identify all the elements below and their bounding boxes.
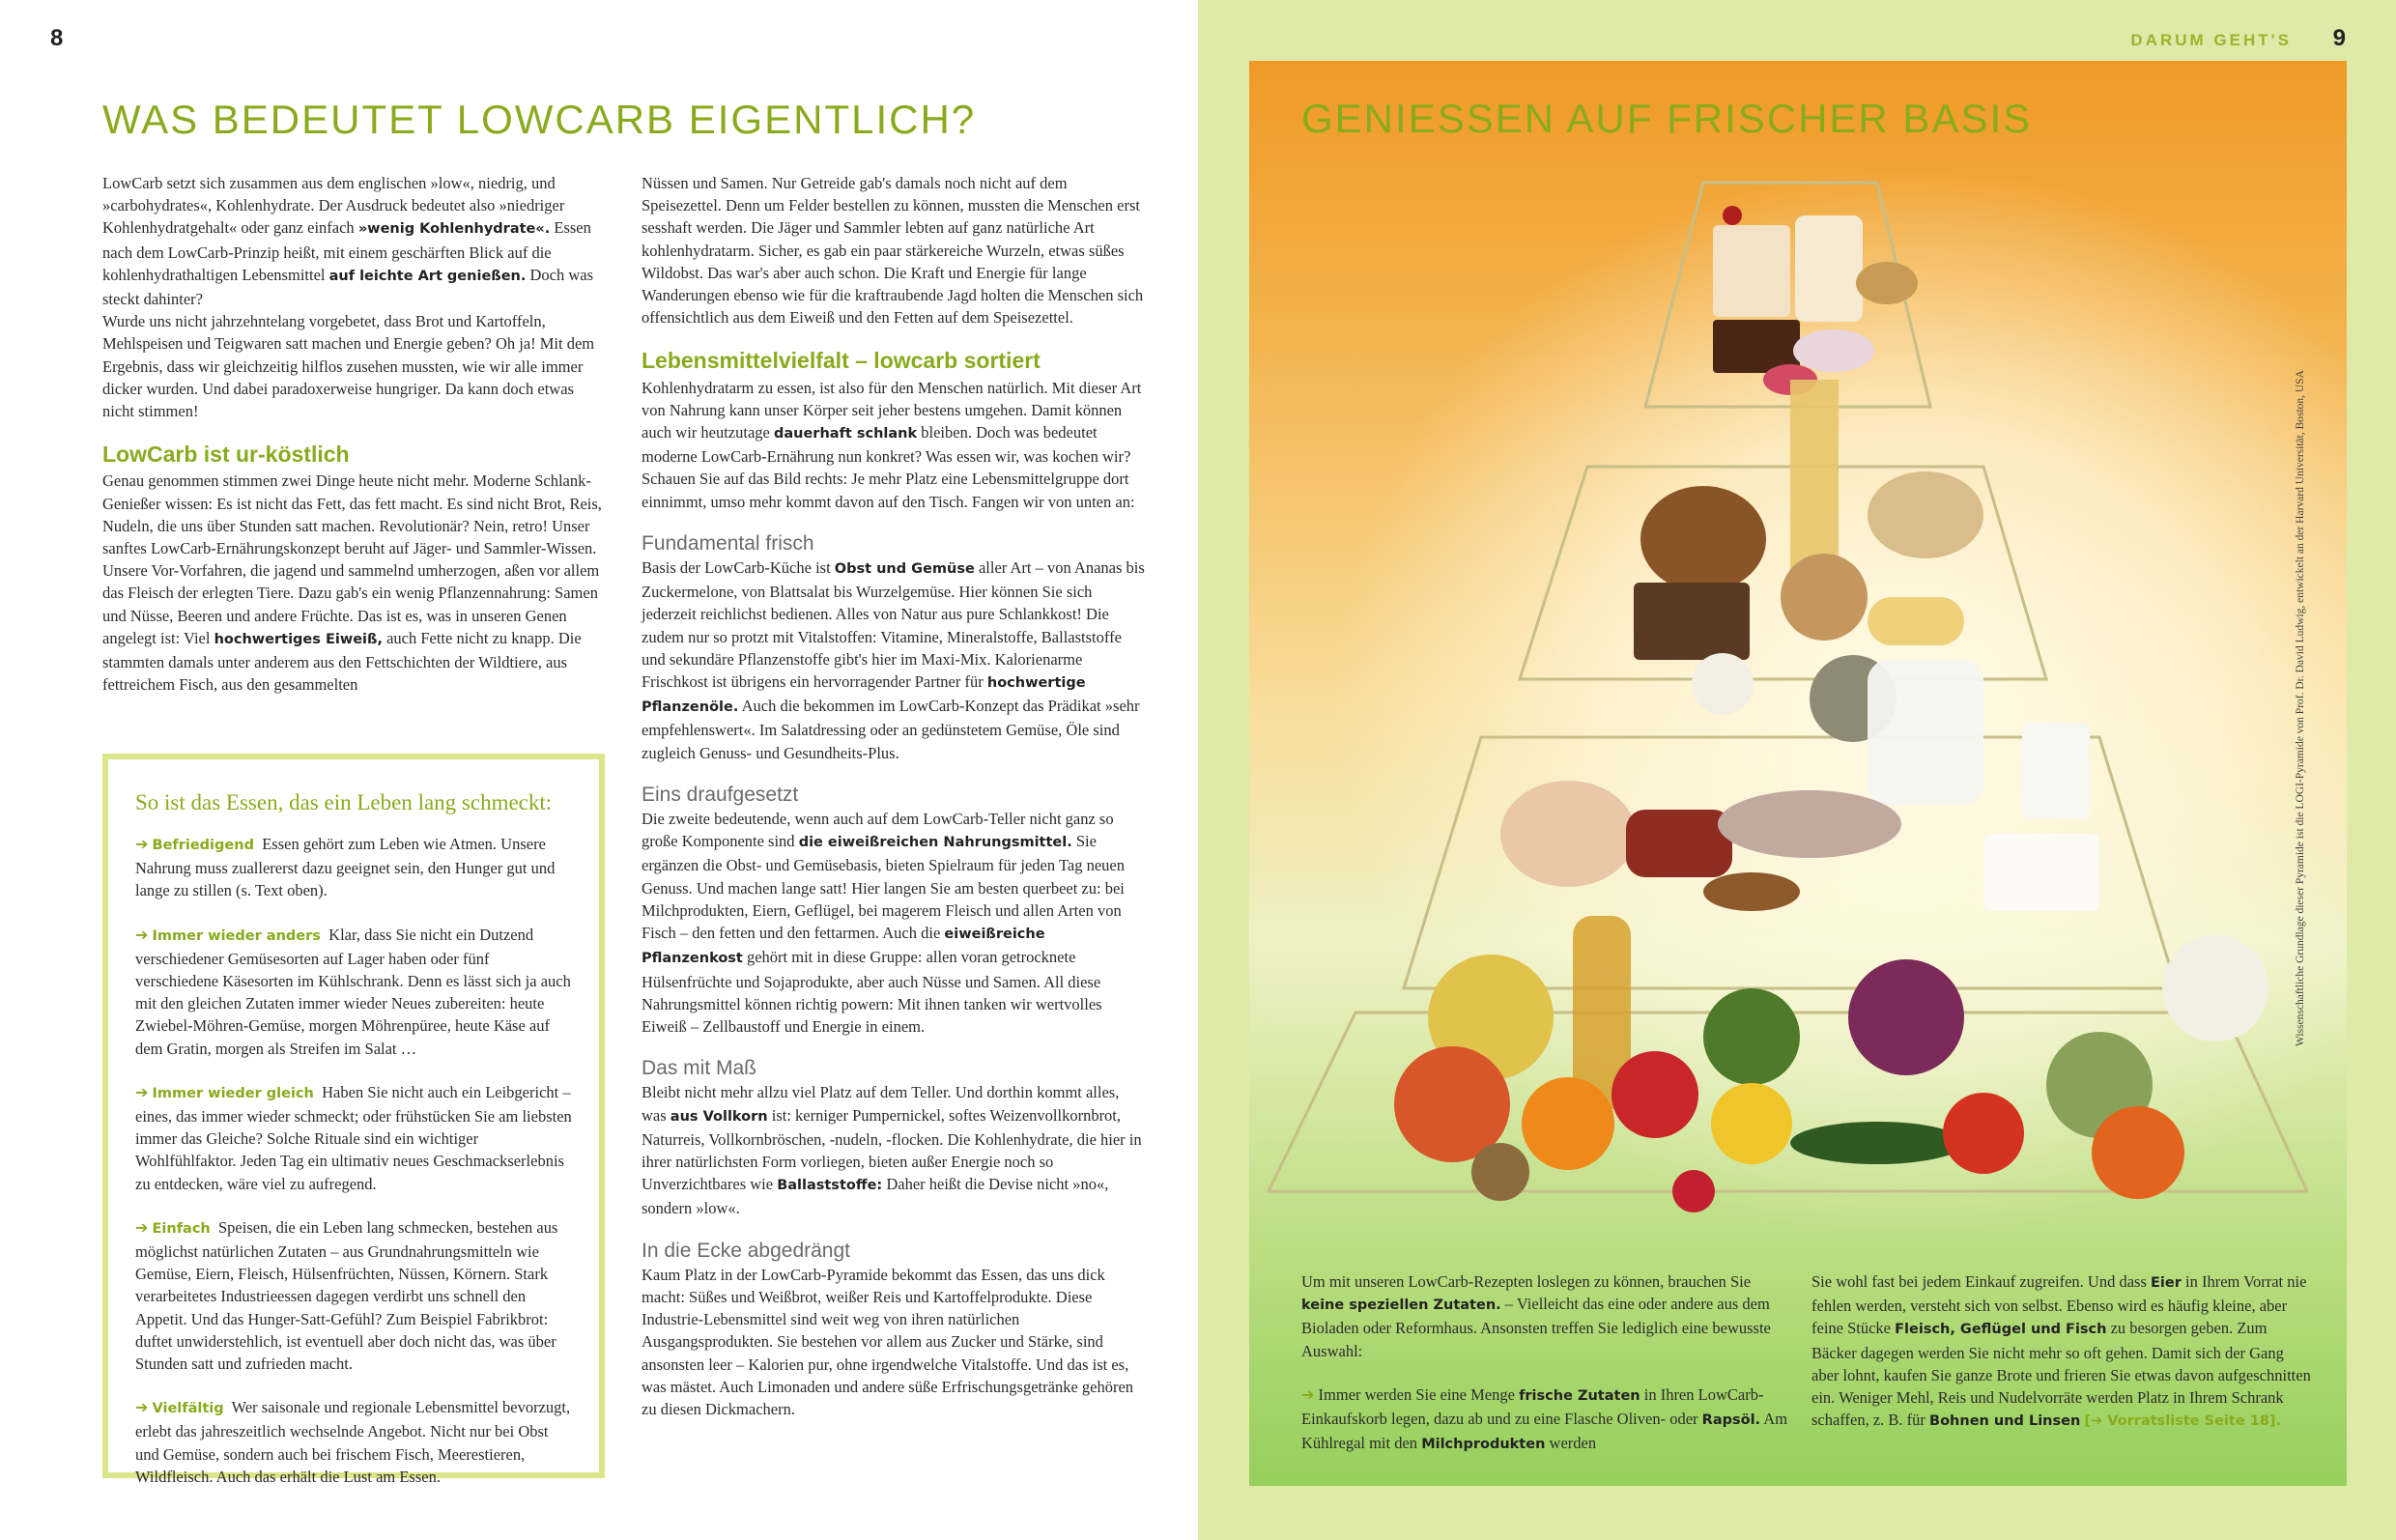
right-bottom-column-1	[1301, 1270, 1796, 1456]
paragraph: LowCarb setzt sich zusammen aus dem englischen »low«, niedrig, und »carbohydrates«, Kohlenhydrate. Der Ausdruck bedeutet also »niedriger Kohlenhydratgehalt« oder ganz einfach »wenig Kohlenhydrate«. Essen nach dem LowCarb-Prinzip heißt, mit einem geschärften Blick auf die kohlenhydrathaltigen Lebensmittel auf leichte Art genießen. Doch was steckt dahinter?	[102, 174, 594, 309]
egg	[1692, 653, 1754, 715]
paragraph: Um mit unseren LowCarb-Rezepten loslegen zu können, brauchen Sie keine speziellen Zutaten. – Vielleicht das eine oder andere aus dem Bioladen oder Reformhaus. Ansonsten treffen Sie lediglich eine bewusste Auswahl:	[1301, 1272, 1771, 1360]
paragraph: Bleibt nicht mehr allzu viel Platz auf dem Teller. Und dorthin kommt alles, was aus Vollkorn ist: kerniger Pumpernickel, softes Weizenvollkornbrot, Naturreis, Vollkornbröschen, -nudeln, -flocken. Die Kohlenhydrate, die hier in ihrer natürlichsten Form vorliegen, bieten außer Energie noch so Unverzichtbares wie Ballaststoffe: Daher heißt die Devise nicht »no«, sondern »low«.	[642, 1083, 1142, 1218]
tomato	[1943, 1093, 2024, 1174]
cake-slice	[1713, 225, 1790, 317]
arrow-icon: ➔	[135, 835, 149, 853]
left-column-1	[102, 172, 605, 696]
subheading: In die Ecke abgedrängt	[642, 1239, 850, 1262]
tip-box-item: ➔ Einfach Speisen, die ein Leben lang schmecken, bestehen aus möglichst natürlichen Zutaten – aus Grundnahrungsmitteln wie Gemüse, Eiern, Fleisch, Hülsenfrüchten, Nüssen, Körnern. Stark verarbeitetes Industrieessen dagegen verdirbt uns schnell den Appetit. Und das Hunger-Satt-Gefühl? Zum Beispiel Fabrikbrot: duftet unwiderstehlich, ist eventuell aber doch nicht das, was über Stunden satt und zufrieden macht.	[135, 1217, 558, 1374]
kiwi	[1471, 1143, 1529, 1201]
orange	[1522, 1077, 1614, 1170]
left-column-2	[642, 172, 1148, 1420]
paragraph: Genau genommen stimmen zwei Dinge heute nicht mehr. Moderne Schlank-Genießer wissen: Es ist nicht das Fett, das fett macht. Es sind nicht Brot, Reis, Nudeln, die uns über Stunden satt machen. Revolutionär? Nein, retro! Unser sanftes LowCarb-Ernährungskonzept beruht auf Jäger- und Sammler-Wissen.	[102, 471, 602, 558]
tip-box-item: ➔ Befriedigend Essen gehört zum Leben wie Atmen. Unsere Nahrung muss zuallererst dazu geeignet sein, den Hunger gut und lange zu stillen (s. Text oben).	[135, 835, 556, 900]
paragraph: Nüssen und Samen. Nur Getreide gab's damals noch nicht auf dem Speisezettel. Denn um Felder bestellen zu können, mussten die Menschen erst sesshaft werden. Die Jäger und Sammler lebten auf ganz natürliche Art kohlenhydratarm. Sicher, es gab ein paar stärkereiche Wurzeln, etwas süßes Wildobst. Das war's aber auch schon. Die Kraft und Energie für lange Wanderungen ebenso wie für die kraftraubende Jagd holten die Menschen sich offensichtlich aus dem Eiweiß und den Fetten auf dem Speisezettel.	[642, 174, 1144, 328]
pasta-tubes	[1868, 597, 1964, 645]
chicken	[1500, 781, 1636, 887]
arrow-icon: ➔	[135, 1082, 149, 1101]
paragraph: Unsere Vor-Vorfahren, die jagend und sammelnd umherzogen, aßen vor allem das Fleisch der erlegten Tiere. Dazu gab's ein wenig Pflanzennahrung: Samen und Nüsse, Beeren und andere Früchte. Das ist es, was in unseren Genen angelegt ist: Viel hochwertiges Eiweiß, auch Fette nicht zu knapp. Die stammten damals unter anderem aus den Fettschichten der Wildtiere, aus fettreichem Fisch, aus den gesammelten	[102, 561, 600, 695]
food-pyramid-illustration	[1249, 61, 2347, 1259]
bread-slice	[1795, 215, 1863, 322]
pyramid-credit: Wissenschaftliche Grundlage dieser Pyramide ist die LOGI-Pyramide von Prof. Dr. David Ludwig, entwickelt an der Harvard Universität, Boston, USA	[2295, 370, 2306, 1046]
page-number-right: 9	[2332, 25, 2346, 51]
cherry	[1723, 206, 1742, 225]
right-bottom-column-2	[1811, 1270, 2314, 1433]
paragraph: ➔ Immer werden Sie eine Menge frische Zutaten in Ihren LowCarb-Einkaufskorb legen, dazu ab und zu eine Flasche Oliven- oder Rapsöl. Am Kühlregal mit den Milchprodukten werden	[1301, 1384, 1788, 1453]
subheading: Eins draufgesetzt	[642, 783, 799, 806]
strawberry	[1672, 1170, 1715, 1212]
milk-jug	[1868, 660, 1983, 805]
food-pyramid-panel	[1249, 61, 2347, 1486]
tip-box	[102, 754, 605, 1486]
arrow-icon: ➔	[1301, 1384, 1315, 1404]
potato	[1856, 262, 1918, 304]
right-page-title: GENIESSEN AUF FRISCHER BASIS	[1301, 96, 2033, 141]
nuts	[1703, 872, 1800, 911]
left-page-title: WAS BEDEUTET LOWCARB EIGENTLICH?	[102, 97, 977, 142]
cabbage	[1848, 959, 1964, 1075]
paragraph: Wurde uns nicht jahrzehntelang vorgebetet, dass Brot und Kartoffeln, Mehlspeisen und Teigwaren satt machen und Energie geben? Oh ja! Mit dem Ergebnis, dass wir gleichzeitig hilflos zusehen mussten, wie wir alle immer dicker wurden. Und dabei paradoxerweise hungriger. Da kann doch etwas nicht stimmen!	[102, 312, 595, 421]
paragraph: Sie wohl fast bei jedem Einkauf zugreifen. Und dass Eier in Ihrem Vorrat nie fehlen werden, versteht sich von selbst. Ebenso wird es häufig kleine, aber feine Stücke Fleisch, Geflügel und Fisch zu besorgen geben. Zum Bäcker dagegen werden Sie nicht mehr so oft gehen. Damit sich der Gang aber lohnt, kaufen Sie ganze Brote und frieren Sie etwas davon aufgeschnitten ein. Weniger Mehl, Reis und Nudelvorräte werden Platz in Ihrem Schrank schaffen, z. B. für Bohnen und Linsen [➔ Vorratsliste Seite 18].	[1811, 1272, 2311, 1430]
spaghetti	[1790, 380, 1839, 573]
arrow-icon: ➔	[135, 1398, 149, 1417]
tip-box-item: ➔ Immer wieder gleich Haben Sie nicht auch ein Leibgericht – eines, das immer wieder schmeckt; oder frühstücken Sie am liebsten immer das Gleiche? Solche Rituale sind ein wichtiger Wohlfühlfaktor. Jeden Tag ein ultimativ neues Geschmackserlebnis zu entdecken, wäre viel zu aufregend.	[135, 1082, 572, 1193]
running-head: DARUM GEHT'S	[2130, 31, 2292, 49]
pumpkin	[2092, 1106, 2184, 1199]
subheading: LowCarb ist ur-köstlich	[102, 442, 350, 468]
milk-glass	[2022, 723, 2090, 819]
tip-box-item: ➔ Immer wieder anders Klar, dass Sie nicht ein Dutzend verschiedener Gemüsesorten auf Lager haben oder fünf verschiedene Käsesorten im Kühlschrank. Denn es lässt sich ja auch mit den gleichen Zutaten immer wieder Neues zubereiten: heute Zwiebel-Möhren-Gemüse, morgen Möhrenpüree, heute Käse auf dem Gratin, morgen als Streifen im Salat …	[135, 925, 571, 1058]
page-number-left: 8	[50, 25, 64, 51]
oat-flakes	[1868, 471, 1983, 558]
fish	[1718, 790, 1901, 858]
paragraph: Die zweite bedeutende, wenn auch auf dem LowCarb-Teller nicht ganz so große Komponente sind die eiweißreichen Nahrungsmittel. Sie ergänzen die Obst- und Gemüsebasis, bieten Spielraum für jeden Tag neuen Genuss. Und machen lange satt! Hier langen Sie am besten querbeet zu: bei Milchprodukten, Eiern, Geflügel, bei magerem Fleisch und allen Arten von Fisch – den fetten und den fettarmen. Auch die eiweißreiche Pflanzenkost gehört mit in diese Gruppe: allen voran getrocknete Hülsenfrüchte und Sojaprodukte, aber auch Nüsse und Samen. All diese Nahrungsmittel können richtig powern: Mit ihnen tanken wir wertvolles Eiweiß – Zellbaustoff und Energie in einem.	[642, 810, 1125, 1036]
meat	[1626, 810, 1732, 877]
arrow-icon: ➔	[135, 1217, 149, 1237]
paragraph: Basis der LowCarb-Küche ist Obst und Gemüse aller Art – von Ananas bis Zuckermelone, von Blattsalat bis Wurzelgemüse. Hier können Sie sich jederzeit reichlichst bedienen. Alles von Natur aus pure Schlankkost! Die zudem nur so protzt mit Vitalstoffen: Vitamine, Mineralstoffe, Ballaststoffe und sekundäre Pflanzenstoffe gibt's hier im Maxi-Mix. Kalorienarme Frischkost ist übrigens ein hervorragender Partner für hochwertige Pflanzenöle. Auch die bekommen im LowCarb-Konzept das Prädikat »sehr empfehlenswert«. Im Salatdressing oder an gedünstetem Gemüse, Öle sind zugleich Genuss- und Gesundheits-Plus.	[642, 558, 1145, 762]
paragraph: Kaum Platz in der LowCarb-Pyramide bekommt das Essen, das uns dick macht: Süßes und Weißbrot, weißer Reis und Kartoffelprodukte. Diese Industrie-Lebensmittel sind weit weg von ihren natürlichen Ausgangsprodukten. Sie bestehen vor allem aus Zucker und Stärke, sind ansonsten leer – Kalorien pur, ohne irgendwelche Vitalstoffe. Und das ist es, was mästet. Auch Limonaden und andere süße Erfrischungsgetränke gehören zu diesen Dickmachern.	[642, 1265, 1134, 1418]
tip-box-title: So ist das Essen, das ein Leben lang schmeckt:	[135, 790, 553, 814]
tip-box-item: ➔ Vielfältig Wer saisonale und regionale Lebensmittel bevorzugt, erlebt das jahreszeitlich wechselnde Angebot. Nicht nur bei Obst und Gemüse, sondern auch bei frischem Fisch, Meerestieren, Wildfleisch. Auch das erhält die Lust am Essen.	[135, 1398, 571, 1486]
broccoli	[1703, 988, 1800, 1085]
paragraph: Kohlenhydratarm zu essen, ist also für den Menschen natürlich. Mit dieser Art von Nahrung kann unser Körper seit jeher bestens umgehen. Damit können auch wir heutzutage dauerhaft schlank bleiben. Doch was bedeutet moderne LowCarb-Ernährung nun konkret? Was essen wir, was kochen wir? Schauen Sie auf das Bild rechts: Je mehr Platz eine Lebensmittelgruppe dort einnimmt, umso mehr kommt davon auf den Tisch. Fangen wir von unten an:	[642, 378, 1142, 511]
rice-bowl	[1793, 329, 1874, 372]
cucumber	[1790, 1122, 1964, 1164]
wheat-bowl	[1781, 554, 1868, 641]
cross-reference-link[interactable]: [➔ Vorratsliste Seite 18].	[2084, 1413, 2282, 1430]
bread-loaf	[1640, 486, 1766, 592]
cauliflower	[2162, 935, 2268, 1041]
tofu	[1983, 834, 2099, 911]
subheading: Das mit Maß	[642, 1057, 757, 1080]
rye-bread	[1634, 583, 1750, 660]
subheading: Lebensmittelvielfalt – lowcarb sortiert	[642, 348, 1041, 374]
arrow-icon: ➔	[135, 925, 149, 944]
pepper-red	[1612, 1051, 1698, 1138]
subheading: Fundamental frisch	[642, 531, 814, 555]
pepper-yellow	[1711, 1083, 1792, 1164]
